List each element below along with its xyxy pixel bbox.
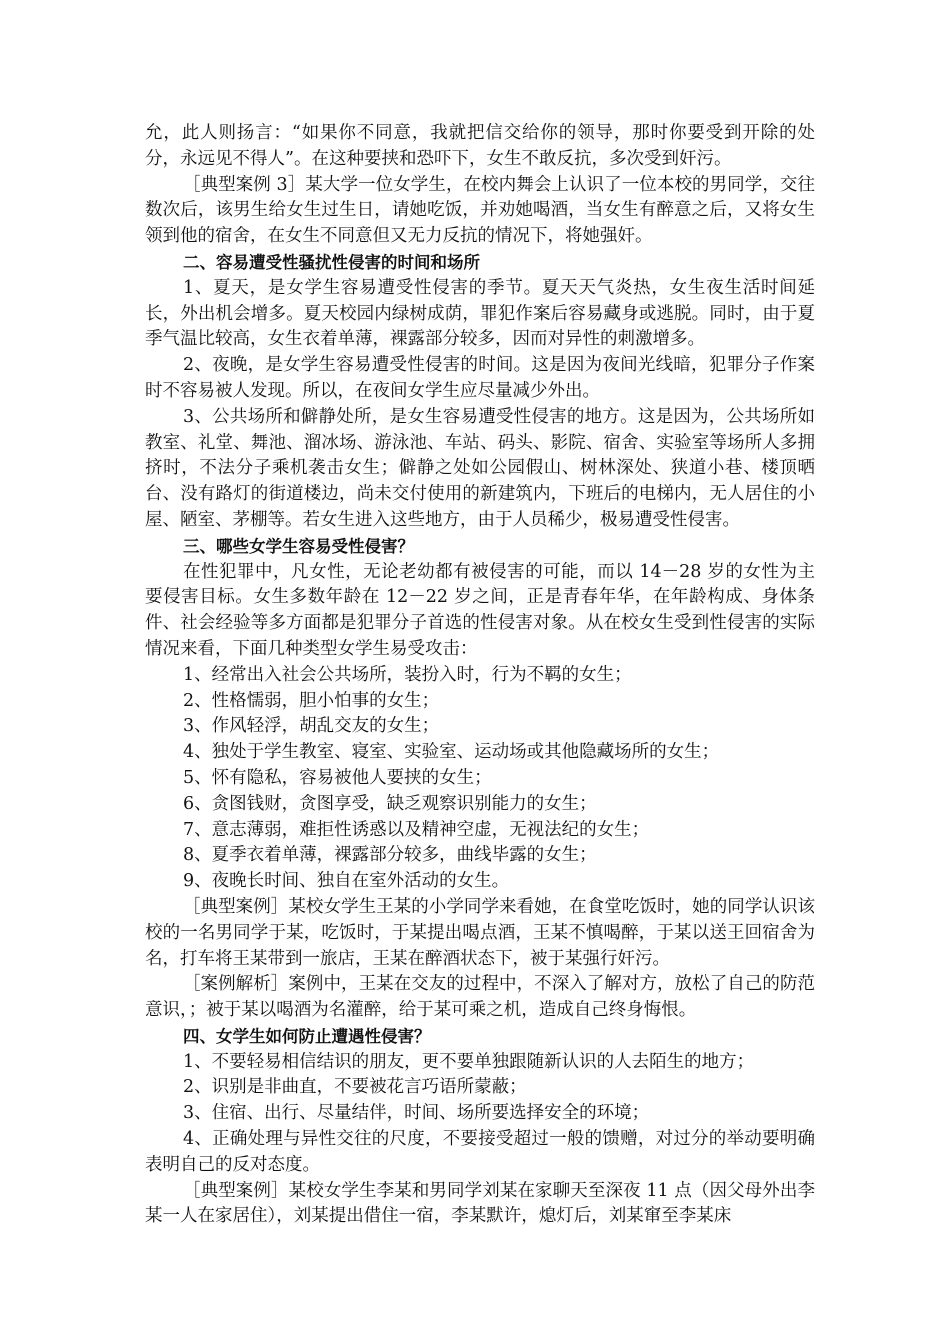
list-item: 5、怀有隐私，容易被他人要挟的女生； [183,767,492,788]
list-item: 4、独处于学生教室、寝室、实验室、运动场或其他隐藏场所的女生； [183,742,720,763]
list-item: 2、识别是非曲直，不要被花言巧语所蒙蔽； [183,1077,527,1098]
list-item: 8、夏季衣着单薄，裸露部分较多，曲线毕露的女生； [183,845,597,866]
body-paragraph: 1、夏天，是女学生容易遭受性侵害的季节。夏天天气炎热，女生夜生活时间延长，外出机会增多。夏天校园内绿树成荫，罪犯作案后容易藏身或逃脱。同时，由于夏季气温比较高，女生衣着单薄，裸露部分较多，因而对异性的刺激增多。 [145,277,815,350]
section-heading: 二、容易遭受性骚扰性侵害的时间和场所 [183,252,480,272]
body-paragraph: 2、夜晚，是女学生容易遭受性侵害的时间。这是因为夜间光线暗，犯罪分子作案时不容易被人发现。所以，在夜间女学生应尽量减少外出。 [145,355,815,401]
list-item: 9、夜晚长时间、独自在室外活动的女生。 [183,871,510,892]
list-item: 7、意志薄弱，难拒性诱惑以及精神空虚，无视法纪的女生； [183,819,650,840]
section-heading: 三、哪些女学生容易受性侵害？ [183,536,414,556]
document-body [145,121,815,1230]
list-item: 6、贪图钱财，贪图享受，缺乏观察识别能力的女生； [183,793,597,814]
list-item: 3、作风轻浮，胡乱交友的女生； [183,716,440,737]
list-item: 3、住宿、出行、尽量结伴，时间、场所要选择安全的环境； [183,1103,650,1124]
list-item: 1、经常出入社会公共场所，装扮入时，行为不羁的女生； [183,664,632,685]
body-paragraph: 3、公共场所和僻静处所，是女生容易遭受性侵害的地方。这是因为，公共场所如教室、礼堂、舞池、溜冰场、游泳池、车站、码头、影院、宿舍、实验室等场所人多拥挤时，不法分子乘机袭击女生；僻静之处如公园假山、树林深处、狭道小巷、楼顶晒台、没有路灯的街道楼边，尚未交付使用的新建筑内，下班后的电梯内，无人居住的小屋、陋室、茅棚等。若女生进入这些地方，由于人员稀少，极易遭受性侵害。 [145,406,815,530]
paragraph-continuation: 允，此人则扬言：“如果你不同意，我就把信交给你的领导，那时你要受到开除的处分，永远见不得人”。在这种要挟和恐吓下，女生不敢反抗，多次受到奸污。 [145,123,815,169]
list-item: 2、性格懦弱，胆小怕事的女生； [183,690,440,711]
case-paragraph: ［典型案例 3］某大学一位女学生，在校内舞会上认识了一位本校的男同学，交往数次后，该男生给女生过生日，请她吃饭，并劝她喝酒，当女生有醉意之后，又将女生领到他的宿舍，在女生不同意但又无力反抗的情况下，将她强奸。 [145,174,815,247]
list-item: 1、不要轻易相信结识的朋友，更不要单独跟随新认识的人去陌生的地方； [183,1051,755,1072]
list-item: 4、正确处理与异性交往的尺度，不要接受超过一般的馈赠，对过分的举动要明确表明自己的反对态度。 [145,1129,815,1175]
body-paragraph: 在性犯罪中，凡女性，无论老幼都有被侵害的可能，而以 14－28 岁的女性为主要侵害目标。女生多数年龄在 12－22 岁之间，正是青春年华，在年龄构成、身体条件、社会经验等多方面都是犯罪分子首选的性侵害对象。从在校女生受到性侵害的实际情况来看，下面几种类型女学生易受攻击： [145,561,815,659]
case-analysis-paragraph: ［案例解析］案例中，王某在交友的过程中，不深入了解对方，放松了自己的防范意识，；被于某以喝酒为名灌醉，给于某可乘之机，造成自己终身悔恨。 [145,974,815,1021]
case-paragraph: ［典型案例］某校女学生李某和男同学刘某在家聊天至深夜 11 点（因父母外出李某一人在家居住），刘某提出借住一宿，李某默许，熄灯后，刘某窜至李某床 [145,1180,815,1227]
section-heading: 四、女学生如何防止遭遇性侵害？ [183,1026,431,1046]
case-paragraph: ［典型案例］某校女学生王某的小学同学来看她，在食堂吃饭时，她的同学认识该校的一名男同学于某，吃饭时，于某提出喝点酒，王某不慎喝醉，于某以送王回宿舍为名，打车将王某带到一旅店，王某在醉酒状态下，被于某强行奸污。 [145,896,815,969]
